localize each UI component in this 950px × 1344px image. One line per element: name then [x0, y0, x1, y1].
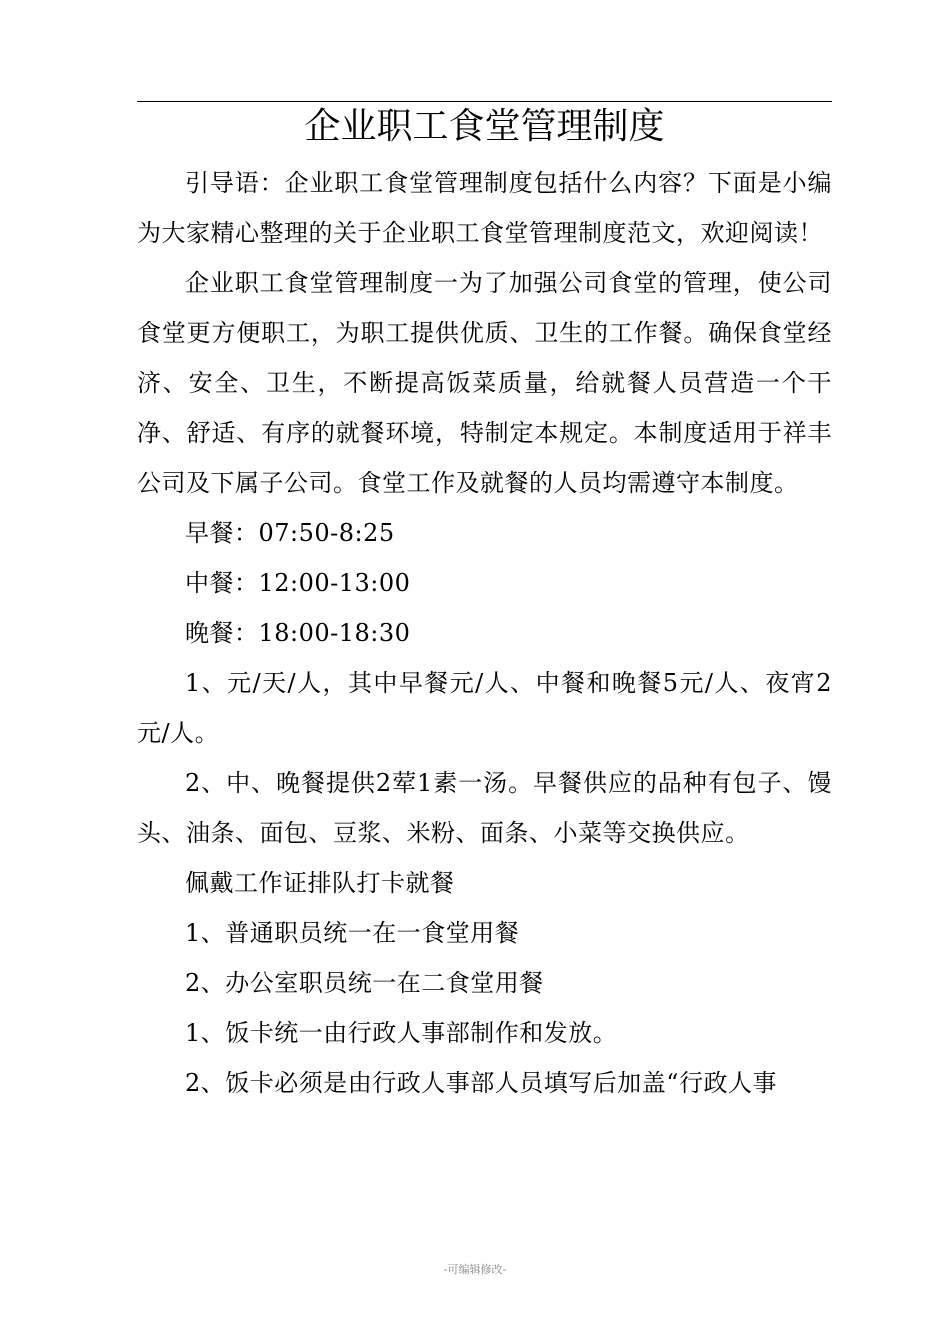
page-footer: -可编辑修改-: [443, 1263, 507, 1276]
dinner-time: 晚餐：18:00-18:30: [185, 619, 411, 647]
breakfast-time: 早餐：07:50-8:25: [185, 519, 395, 547]
menu-item: 2、中、晚餐提供2荤1素一汤。早餐供应的品种有包子、馒头、油条、面包、豆浆、米粉、面条、小菜等交换供应。: [137, 769, 832, 847]
header-rule: [137, 101, 832, 102]
policy-paragraph: 企业职工食堂管理制度一为了加强公司食堂的管理，使公司食堂更方便职工，为职工提供优质、卫生的工作餐。确保食堂经济、安全、卫生，不断提高饭菜质量，给就餐人员营造一个干净、舒适、有序的就餐环境，特制定本规定。本制度适用于祥丰公司及下属子公司。食堂工作及就餐的人员均需遵守本制度。: [137, 269, 832, 497]
document-body: [137, 158, 832, 1108]
canteen-two-rule: 2、办公室职员统一在二食堂用餐: [185, 969, 544, 997]
meal-card-stamp-rule: 2、饭卡必须是由行政人事部人员填写后加盖“行政人事: [185, 1069, 778, 1097]
meal-price-item: 1、元/天/人，其中早餐元/人、中餐和晚餐5元/人、夜宵2元/人。: [137, 669, 832, 747]
badge-rule: 佩戴工作证排队打卡就餐: [185, 869, 455, 897]
canteen-one-rule: 1、普通职员统一在一食堂用餐: [185, 919, 520, 947]
lunch-time: 中餐：12:00-13:00: [185, 569, 411, 597]
document-title: 企业职工食堂管理制度: [304, 106, 665, 147]
meal-card-issue-rule: 1、饭卡统一由行政人事部制作和发放。: [185, 1019, 618, 1047]
intro-paragraph: 引导语：企业职工食堂管理制度包括什么内容？下面是小编为大家精心整理的关于企业职工食堂管理制度范文，欢迎阅读！: [137, 169, 832, 247]
